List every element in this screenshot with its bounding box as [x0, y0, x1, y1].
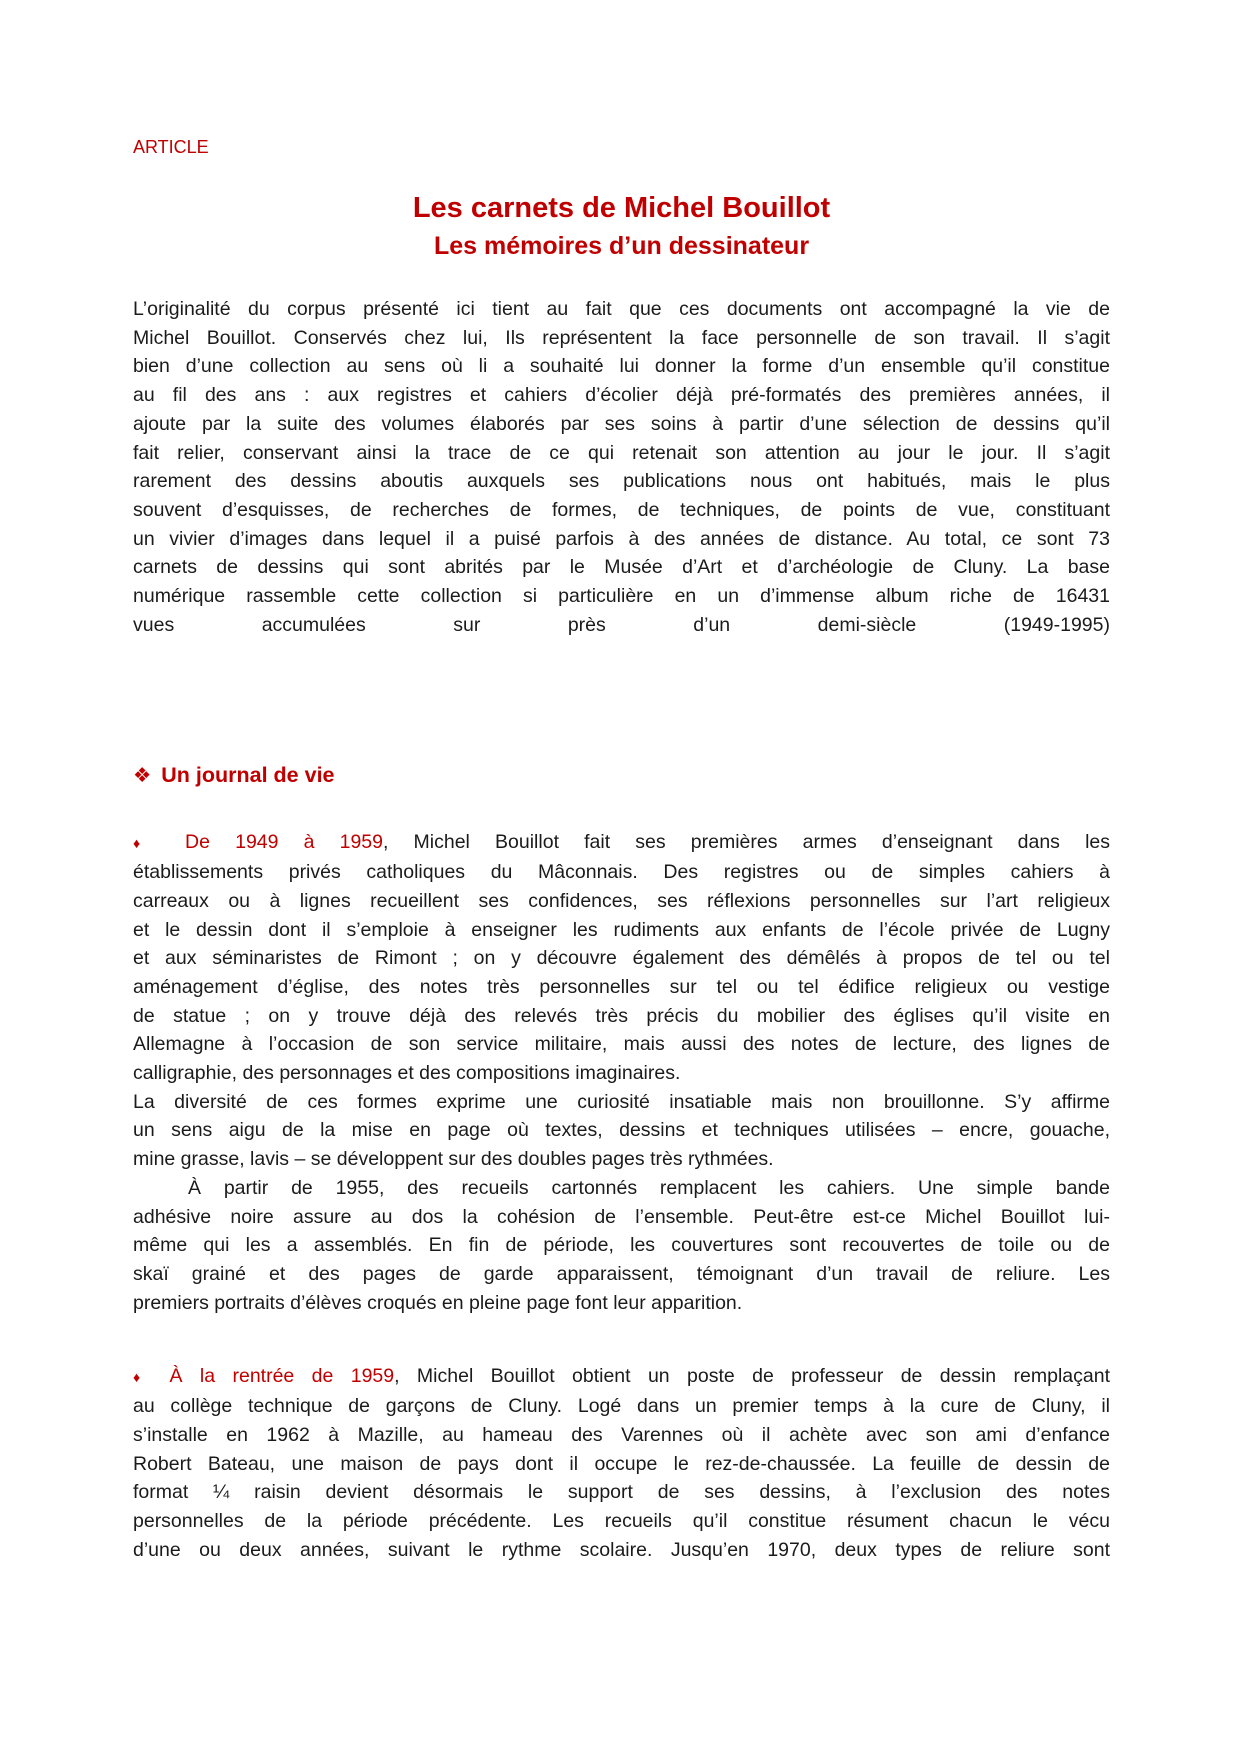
text-line — [133, 1059, 1110, 1088]
text-segment: carnets de dessins qui sont abrités par le Musée d’Art et d’archéologie de Cluny. La base — [133, 556, 1110, 579]
text-line — [133, 1478, 1110, 1507]
text-line — [133, 1145, 1110, 1174]
text-line — [133, 467, 1110, 496]
text-segment: De 1949 à 1959 — [159, 831, 383, 854]
paragraph — [133, 295, 1110, 639]
text-segment: , Michel Bouillot obtient un poste de professeur de dessin remplaçant — [394, 1365, 1110, 1388]
page-subtitle: Les mémoires d’un dessinateur — [433, 232, 810, 260]
text-segment: d’une ou deux années, suivant le rythme scolaire. Jusqu’en 1970, deux types de reliure sont — [133, 1538, 1110, 1561]
text-segment: carreaux ou à lignes recueillent ses confidences, ses réflexions personnelles sur l’art religieux — [133, 889, 1110, 912]
text-line — [133, 525, 1110, 554]
text-line — [133, 1030, 1110, 1059]
text-line — [133, 295, 1110, 324]
text-segment: au collège technique de garçons de Cluny. Logé dans un premier temps à la cure de Cluny, il — [133, 1395, 1110, 1418]
bullet-paragraph — [133, 828, 1110, 1087]
text-segment: mine grasse, lavis – se développent sur des doubles pages très rythmées. — [133, 1148, 774, 1171]
text-segment: ajoute par la suite des volumes élaborés par ses soins à partir d’une sélection de dessins qu’il — [133, 412, 1110, 435]
text-line — [133, 828, 1110, 858]
text-segment: numérique rassemble cette collection si particulière en un d’immense album riche de 16431 — [133, 585, 1110, 608]
text-line — [133, 352, 1110, 381]
paragraph — [133, 1088, 1110, 1174]
text-segment: un sens aigu de la mise en page où textes, dessins et techniques utilisées – encre, gouache, — [133, 1119, 1110, 1142]
text-segment: aménagement d’église, des notes très personnelles sur tel ou tel édifice religieux ou vestige — [133, 975, 1110, 998]
text-line — [133, 1450, 1110, 1479]
text-segment: À partir de 1955, des recueils cartonnés remplacent les cahiers. Une simple bande — [188, 1176, 1110, 1199]
text-segment: À la rentrée de 1959 — [152, 1365, 395, 1388]
text-line — [133, 1002, 1110, 1031]
section-heading — [133, 759, 1110, 792]
text-line — [133, 1421, 1110, 1450]
page-title: Les carnets de Michel Bouillot — [412, 192, 831, 224]
text-line — [133, 887, 1110, 916]
text-line — [133, 759, 1110, 792]
text-segment: de statue ; on y trouve déjà des relevés très précis du mobilier des églises qu’il visite en — [133, 1004, 1110, 1027]
text-line — [133, 611, 1110, 640]
text-line — [133, 324, 1110, 353]
text-segment: vues accumulées sur près d’un demi-siècle (1949-1995) — [133, 613, 1110, 636]
text-segment: souvent d’esquisses, de recherches de formes, de techniques, de points de vue, constituant — [133, 498, 1110, 521]
text-segment: , Michel Bouillot fait ses premières armes d’enseignant dans les — [382, 831, 1110, 854]
text-segment: Allemagne à l’occasion de son service militaire, mais aussi des notes de lecture, des lignes de — [133, 1033, 1110, 1056]
text-segment: premiers portraits d’élèves croqués en pleine page font leur apparition. — [133, 1291, 743, 1314]
text-segment: un vivier d’images dans lequel il a puisé parfois à des années de distance. Au total, ce sont 73 — [133, 527, 1110, 550]
text-segment: même qui les a assemblés. En fin de période, les couvertures sont recouvertes de toile ou de — [133, 1234, 1110, 1257]
text-segment: fait relier, conservant ainsi la trace de ce qui retenait son attention au jour le jour. Il s’agit — [133, 441, 1110, 464]
article-kicker: ARTICLE — [133, 137, 209, 157]
text-segment: établissements privés catholiques du Mâconnais. Des registres ou de simples cahiers à — [133, 861, 1110, 884]
text-segment: Michel Bouillot. Conservés chez lui, Ils représentent la face personnelle de son travail. Il s’agit — [133, 326, 1110, 349]
text-segment: s’installe en 1962 à Mazille, au hameau des Varennes où il achète avec son ami d’enfance — [133, 1423, 1110, 1446]
text-line — [133, 410, 1110, 439]
text-segment: et le dessin dont il s’emploie à enseigner les rudiments aux enfants de l’école privée de Lugny — [133, 918, 1110, 941]
bullet-paragraph — [133, 1362, 1110, 1564]
text-segment: au fil des ans : aux registres et cahiers d’écolier déjà pré-formatés des premières années, il — [133, 384, 1110, 407]
text-segment: L’originalité du corpus présenté ici tient au fait que ces documents ont accompagné la vie de — [133, 298, 1110, 320]
text-segment: skaï grainé et des pages de garde apparaissent, témoignant d’un travail de reliure. Les — [133, 1262, 1110, 1285]
text-line — [133, 582, 1110, 611]
text-segment: format ¼ raisin devient désormais le support de ses dessins, à l’exclusion des notes — [133, 1481, 1110, 1504]
text-line — [133, 1392, 1110, 1421]
text-segment: bien d’une collection au sens où li a souhaité lui donner la forme d’un ensemble qu’il constitue — [133, 355, 1110, 378]
text-line — [133, 496, 1110, 525]
paragraph — [133, 1174, 1110, 1318]
text-segment: adhésive noire assure au dos la cohésion de l’ensemble. Peut-être est-ce Michel Bouillot lui- — [133, 1205, 1110, 1228]
text-segment: rarement des dessins aboutis auxquels ses publications nous ont habitués, mais le plus — [133, 470, 1110, 493]
text-segment: Robert Bateau, une maison de pays dont il occupe le rez-de-chaussée. La feuille de dessin de — [133, 1452, 1110, 1475]
text-line — [133, 1289, 1110, 1318]
text-line — [133, 944, 1110, 973]
document-body — [133, 295, 1110, 1564]
text-line — [133, 1260, 1110, 1289]
text-segment: calligraphie, des personnages et des compositions imaginaires. — [133, 1062, 681, 1085]
text-segment: La diversité de ces formes exprime une curiosité insatiable mais non brouillonne. S’y affirme — [133, 1090, 1110, 1113]
text-segment: Un journal de vie — [155, 763, 335, 788]
text-line — [133, 1203, 1110, 1232]
text-line — [133, 858, 1110, 887]
text-line — [133, 381, 1110, 410]
text-line — [133, 1116, 1110, 1145]
bullet-diamond-icon: ♦ — [133, 835, 160, 852]
text-line — [133, 1088, 1110, 1117]
text-line — [133, 1174, 1110, 1203]
text-line — [133, 1362, 1110, 1392]
text-line — [133, 1507, 1110, 1536]
text-segment: personnelles de la période précédente. Les recueils qu’il constitue résument chacun le vécu — [133, 1509, 1110, 1532]
text-segment: et aux séminaristes de Rimont ; on y découvre également des démêlés à propos de tel ou tel — [133, 947, 1110, 970]
text-line — [133, 1536, 1110, 1565]
text-line — [133, 1231, 1110, 1260]
section-diamond-icon: ❖ — [133, 765, 156, 788]
text-line — [133, 973, 1110, 1002]
text-line — [133, 916, 1110, 945]
bullet-diamond-icon: ♦ — [133, 1369, 153, 1386]
text-line — [133, 439, 1110, 468]
text-line — [133, 553, 1110, 582]
